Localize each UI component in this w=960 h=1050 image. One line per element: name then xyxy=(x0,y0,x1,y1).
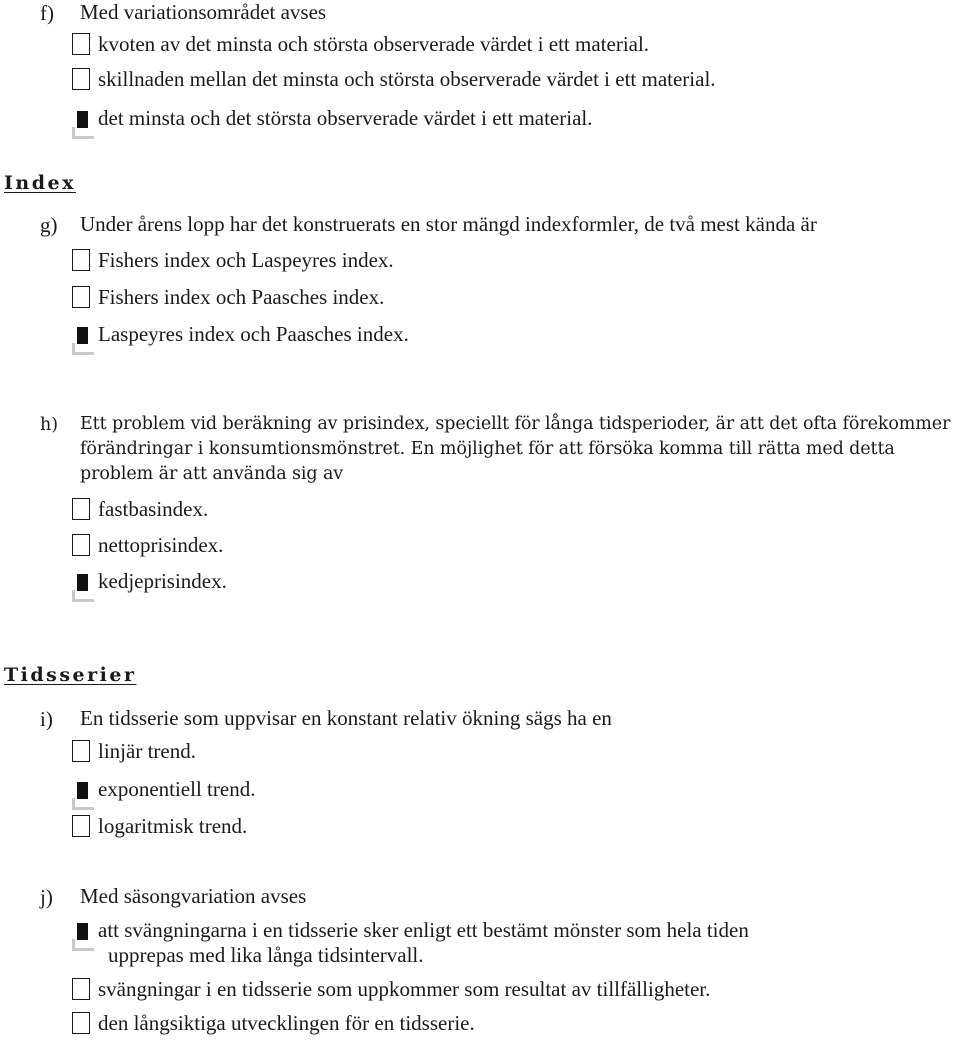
section-heading-tidsserier: Tidsserier xyxy=(4,664,137,686)
checkbox-icon[interactable] xyxy=(72,33,90,55)
option-label xyxy=(98,918,749,968)
section-heading-index: Index xyxy=(4,172,76,194)
question-text: Ett problem vid beräkning av prisindex, speciellt för långa tidsperioder, är att det ofta förekommer förändringar i konsumtionsmönstret. En möjlighet för att försöka komma till rätta med detta problem är att använda sig av xyxy=(80,414,951,484)
checkbox-icon[interactable] xyxy=(72,978,90,1000)
options-list xyxy=(72,32,955,131)
option-label: linjär trend. xyxy=(98,739,196,763)
option-j-1[interactable] xyxy=(72,918,955,968)
option-label: fastbasindex. xyxy=(98,497,209,521)
question-letter: h) xyxy=(40,415,59,435)
options-list xyxy=(72,497,955,594)
checkbox-icon[interactable] xyxy=(72,815,90,837)
option-label: nettoprisindex. xyxy=(98,533,224,557)
checkbox-icon[interactable] xyxy=(72,286,90,308)
option-f-3[interactable] xyxy=(72,106,955,131)
option-f-1[interactable] xyxy=(72,32,955,57)
question-h xyxy=(40,412,955,594)
option-label: Laspeyres index och Paasches index. xyxy=(98,322,409,346)
question-text: Med variationsområdet avses xyxy=(80,0,327,24)
option-g-3[interactable] xyxy=(72,322,955,347)
option-h-1[interactable] xyxy=(72,497,955,522)
options-list xyxy=(72,248,955,347)
question-text: Under årens lopp har det konstruerats en stor mängd indexformler, de två mest kända är xyxy=(80,212,817,236)
option-j-2[interactable] xyxy=(72,977,955,1002)
checked-checkbox-icon[interactable] xyxy=(72,570,90,592)
option-label: logaritmisk trend. xyxy=(98,814,248,838)
checkbox-icon[interactable] xyxy=(72,1012,90,1034)
checkbox-icon[interactable] xyxy=(72,249,90,271)
option-label: Fishers index och Laspeyres index. xyxy=(98,248,394,272)
question-i xyxy=(40,706,955,839)
option-i-3[interactable] xyxy=(72,814,955,839)
options-list xyxy=(72,918,955,1036)
option-label: kedjeprisindex. xyxy=(98,569,227,593)
option-h-3[interactable] xyxy=(72,569,955,594)
checkbox-icon[interactable] xyxy=(72,740,90,762)
option-label: kvoten av det minsta och största observerade värdet i ett material. xyxy=(98,32,650,56)
option-label: svängningar i en tidsserie som uppkommer som resultat av tillfälligheter. xyxy=(98,977,711,1001)
option-label: det minsta och det största observerade värdet i ett material. xyxy=(98,106,593,130)
option-i-2[interactable] xyxy=(72,777,955,802)
option-j-3[interactable] xyxy=(72,1011,955,1036)
option-label-line-1: att svängningarna i en tidsserie sker enligt ett bestämt mönster som hela tiden xyxy=(98,918,749,942)
option-label: exponentiell trend. xyxy=(98,777,256,801)
question-letter: f) xyxy=(40,1,54,25)
question-text: En tidsserie som uppvisar en konstant relativ ökning sägs ha en xyxy=(80,706,612,730)
checked-checkbox-icon[interactable] xyxy=(72,107,90,129)
checkbox-icon[interactable] xyxy=(72,68,90,90)
option-h-2[interactable] xyxy=(72,533,955,558)
option-label: den långsiktiga utvecklingen för en tidsserie. xyxy=(98,1011,475,1035)
option-label-line-2: upprepas med lika långa tidsintervall. xyxy=(108,943,424,967)
question-letter: i) xyxy=(40,707,53,731)
option-f-2[interactable] xyxy=(72,67,955,92)
option-g-2[interactable] xyxy=(72,285,955,310)
option-g-1[interactable] xyxy=(72,248,955,273)
checked-checkbox-icon[interactable] xyxy=(72,323,90,345)
checkbox-icon[interactable] xyxy=(72,498,90,520)
options-list xyxy=(72,739,955,839)
question-j xyxy=(40,884,955,1036)
question-letter: j) xyxy=(40,885,53,909)
question-f xyxy=(40,0,955,131)
option-label: skillnaden mellan det minsta och största observerade värdet i ett material. xyxy=(98,67,716,91)
question-letter: g) xyxy=(40,213,58,237)
question-text: Med säsongvariation avses xyxy=(80,884,307,908)
checked-checkbox-icon[interactable] xyxy=(72,919,90,941)
question-g xyxy=(40,212,955,347)
checkbox-icon[interactable] xyxy=(72,534,90,556)
option-i-1[interactable] xyxy=(72,739,955,764)
checked-checkbox-icon[interactable] xyxy=(72,778,90,800)
option-label: Fishers index och Paasches index. xyxy=(98,285,385,309)
